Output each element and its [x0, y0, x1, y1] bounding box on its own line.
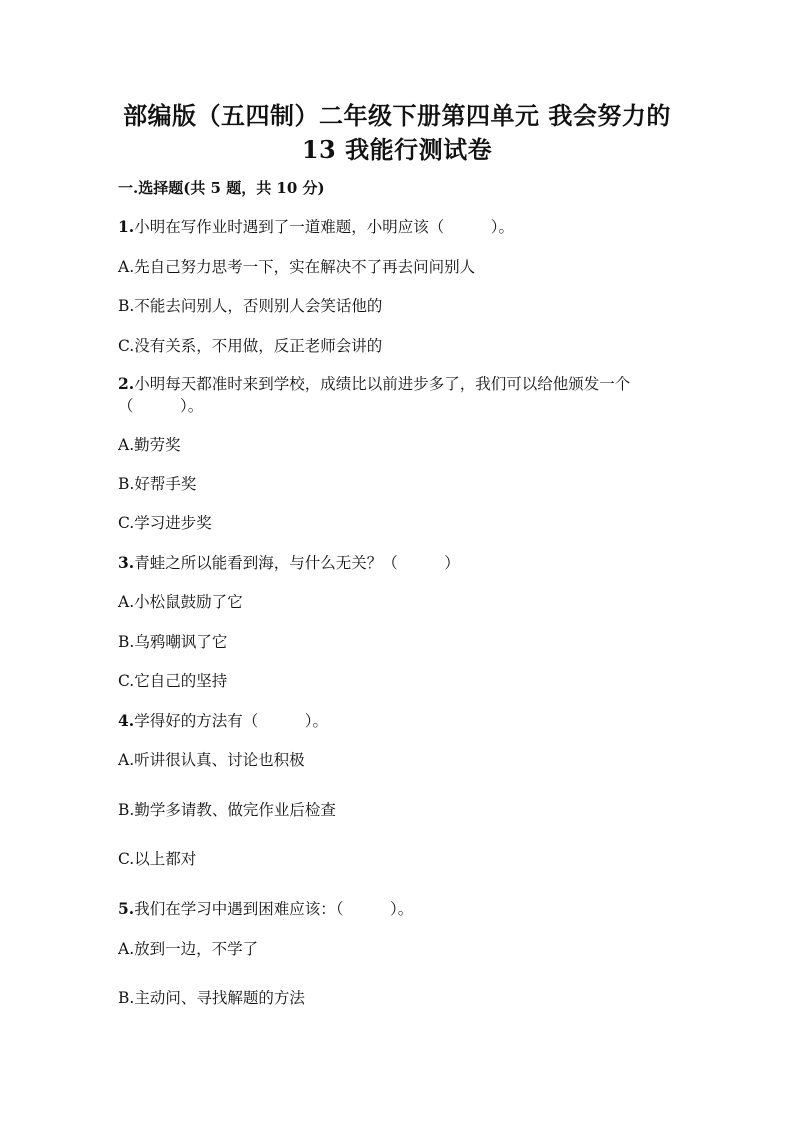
- option-5a: A.放到一边，不学了: [118, 940, 259, 958]
- question-1: [118, 217, 514, 237]
- option-4a: A.听讲很认真、讨论也积极: [118, 751, 305, 769]
- question-number: 4.: [118, 711, 135, 730]
- question-number: 2.: [118, 374, 135, 393]
- option-4c: C.以上都对: [118, 850, 197, 868]
- document-title-line-1: 部编版（五四制）二年级下册第四单元 我会努力的: [123, 101, 671, 130]
- question-number: 5.: [118, 899, 135, 918]
- option-3b: B.乌鸦嘲讽了它: [118, 633, 228, 651]
- option-2b: B.好帮手奖: [118, 475, 197, 493]
- option-2a: A.勤劳奖: [118, 436, 181, 454]
- question-3: [118, 553, 460, 573]
- option-5b: B.主动问、寻找解题的方法: [118, 989, 305, 1007]
- question-2-continued: （ ）。: [118, 397, 204, 415]
- option-1b: B.不能去问别人，否则别人会笑话他的: [118, 297, 383, 315]
- section-heading: 一.选择题(共 5 题，共 10 分): [118, 179, 325, 197]
- option-1a: A.先自己努力思考一下，实在解决不了再去问问别人: [118, 258, 476, 276]
- question-number: 1.: [118, 217, 135, 236]
- document-title-line-2: 13 我能行测试卷: [301, 135, 493, 164]
- question-stem: 小明每天都准时来到学校，成绩比以前进步多了，我们可以给他颁发一个: [134, 375, 631, 393]
- option-1c: C.没有关系，不用做，反正老师会讲的: [118, 337, 383, 355]
- question-2: [118, 374, 630, 394]
- question-stem: 青蛙之所以能看到海，与什么无关？（ ）: [134, 554, 460, 572]
- question-4: [118, 711, 328, 731]
- option-2c: C.学习进步奖: [118, 514, 212, 532]
- option-3a: A.小松鼠鼓励了它: [118, 593, 243, 611]
- question-number: 3.: [118, 553, 135, 572]
- question-stem: 学得好的方法有（ ）。: [134, 712, 328, 730]
- option-4b: B.勤学多请教、做完作业后检查: [118, 801, 336, 819]
- question-stem: 小明在写作业时遇到了一道难题，小明应该（ ）。: [134, 218, 514, 236]
- question-stem: 我们在学习中遇到困难应该：（ ）。: [134, 900, 414, 918]
- question-5: [118, 899, 413, 919]
- option-3c: C.它自己的坚持: [118, 672, 228, 690]
